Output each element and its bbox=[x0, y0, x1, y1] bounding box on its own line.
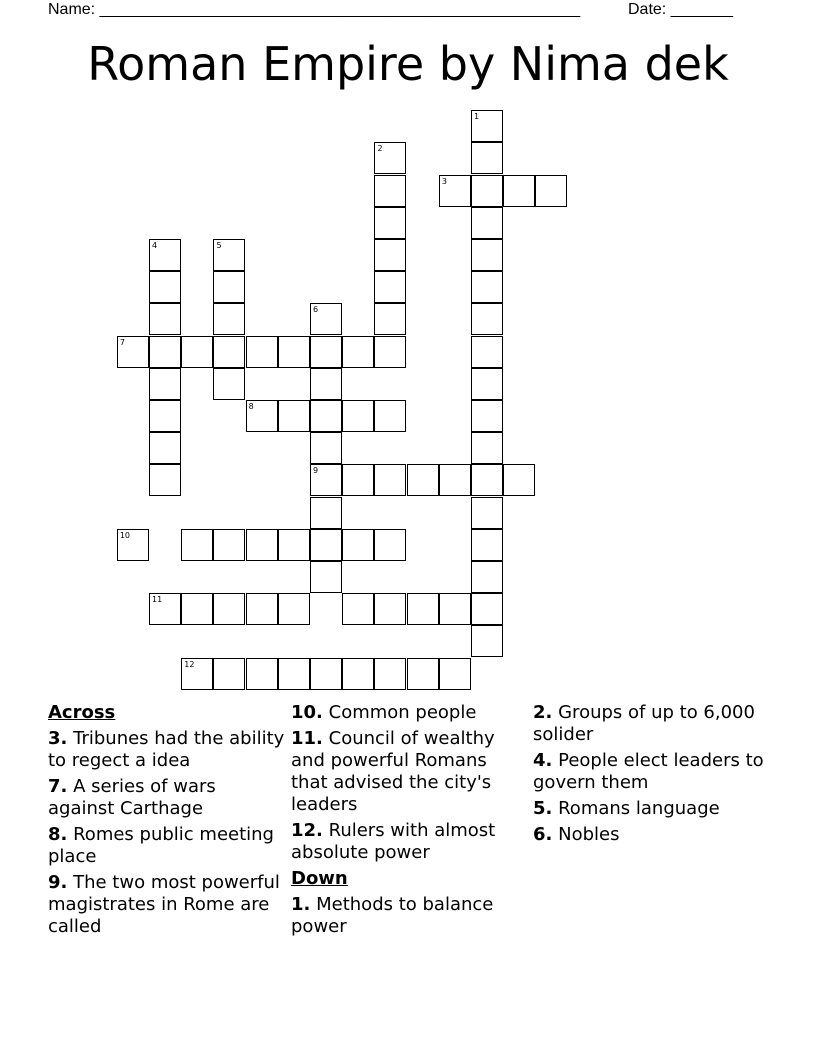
grid-cell[interactable] bbox=[310, 497, 342, 529]
clue-number: 5. bbox=[533, 798, 553, 819]
cell-number: 6 bbox=[313, 305, 319, 315]
down-clue-4 bbox=[533, 750, 773, 794]
grid-cell[interactable] bbox=[471, 303, 503, 335]
grid-cell[interactable] bbox=[471, 142, 503, 174]
grid-cell[interactable] bbox=[471, 432, 503, 464]
grid-cell[interactable] bbox=[342, 593, 374, 625]
grid-cell[interactable] bbox=[471, 593, 503, 625]
grid-cell[interactable] bbox=[246, 593, 278, 625]
grid-cell[interactable] bbox=[407, 593, 439, 625]
across-clue-11 bbox=[291, 728, 529, 816]
grid-cell[interactable] bbox=[246, 658, 278, 690]
across-clue-3 bbox=[48, 728, 286, 772]
grid-cell[interactable] bbox=[246, 529, 278, 561]
grid-cell[interactable] bbox=[310, 303, 342, 335]
clues-column-3 bbox=[533, 702, 773, 850]
across-clue-7 bbox=[48, 776, 286, 820]
grid-cell[interactable] bbox=[310, 658, 342, 690]
down-clue-1 bbox=[291, 894, 529, 938]
grid-cell[interactable] bbox=[374, 142, 406, 174]
grid-cell[interactable] bbox=[439, 175, 471, 207]
clue-text: Council of wealthy and powerful Romans that advised the city's leaders bbox=[291, 728, 495, 815]
down-clue-5 bbox=[533, 798, 773, 820]
clue-number: 3. bbox=[48, 728, 68, 749]
clue-number: 1. bbox=[291, 894, 311, 915]
grid-cell[interactable] bbox=[310, 464, 342, 496]
clue-text: Tribunes had the ability to regect a idea bbox=[48, 728, 285, 771]
clue-text: Nobles bbox=[558, 824, 620, 845]
grid-cell[interactable] bbox=[471, 271, 503, 303]
grid-cell[interactable] bbox=[374, 239, 406, 271]
grid-cell[interactable] bbox=[213, 336, 245, 368]
grid-cell[interactable] bbox=[213, 368, 245, 400]
across-clue-12 bbox=[291, 820, 529, 864]
clue-text: Common people bbox=[328, 702, 477, 723]
grid-cell[interactable] bbox=[278, 529, 310, 561]
cell-number: 8 bbox=[248, 402, 254, 412]
grid-cell[interactable] bbox=[439, 464, 471, 496]
grid-cell[interactable] bbox=[181, 658, 213, 690]
down-clue-2 bbox=[533, 702, 773, 746]
grid-cell[interactable] bbox=[149, 271, 181, 303]
grid-cell[interactable] bbox=[246, 336, 278, 368]
grid-cell[interactable] bbox=[213, 529, 245, 561]
grid-cell[interactable] bbox=[374, 464, 406, 496]
cell-number: 11 bbox=[152, 595, 163, 605]
grid-cell[interactable] bbox=[278, 593, 310, 625]
grid-cell[interactable] bbox=[310, 368, 342, 400]
cell-number: 5 bbox=[216, 241, 222, 251]
clue-number: 8. bbox=[48, 824, 68, 845]
grid-cell[interactable] bbox=[181, 336, 213, 368]
grid-cell[interactable] bbox=[471, 207, 503, 239]
clue-number: 12. bbox=[291, 820, 323, 841]
clue-number: 10. bbox=[291, 702, 323, 723]
clue-text: A series of wars against Carthage bbox=[48, 776, 216, 819]
cell-number: 2 bbox=[377, 144, 383, 154]
grid-cell[interactable] bbox=[278, 336, 310, 368]
clue-number: 11. bbox=[291, 728, 323, 749]
grid-cell[interactable] bbox=[181, 529, 213, 561]
clue-number: 6. bbox=[533, 824, 553, 845]
grid-cell[interactable] bbox=[471, 368, 503, 400]
grid-cell[interactable] bbox=[374, 529, 406, 561]
across-clue-9 bbox=[48, 872, 286, 938]
grid-cell[interactable] bbox=[149, 368, 181, 400]
grid-cell[interactable] bbox=[310, 400, 342, 432]
grid-cell[interactable] bbox=[278, 658, 310, 690]
grid-cell[interactable] bbox=[471, 400, 503, 432]
grid-cell[interactable] bbox=[342, 336, 374, 368]
grid-cell[interactable] bbox=[310, 561, 342, 593]
grid-cell[interactable] bbox=[471, 625, 503, 657]
grid-cell[interactable] bbox=[374, 303, 406, 335]
clue-text: People elect leaders to govern them bbox=[533, 750, 764, 793]
clue-number: 7. bbox=[48, 776, 68, 797]
grid-cell[interactable] bbox=[213, 271, 245, 303]
grid-cell[interactable] bbox=[439, 593, 471, 625]
grid-cell[interactable] bbox=[149, 464, 181, 496]
grid-cell[interactable] bbox=[149, 432, 181, 464]
grid-cell[interactable] bbox=[278, 400, 310, 432]
down-clue-6 bbox=[533, 824, 773, 846]
grid-cell[interactable] bbox=[471, 529, 503, 561]
name-field-label[interactable]: Name: ______________________________________________________ bbox=[48, 1, 581, 18]
clue-text: Romans language bbox=[558, 798, 720, 819]
clue-text: Romes public meeting place bbox=[48, 824, 274, 867]
cell-number: 3 bbox=[441, 176, 447, 186]
across-heading: Across bbox=[48, 702, 116, 723]
clue-text: Rulers with almost absolute power bbox=[291, 820, 496, 863]
across-clue-8 bbox=[48, 824, 286, 868]
clue-text: The two most powerful magistrates in Rome are called bbox=[48, 872, 280, 937]
grid-cell[interactable] bbox=[471, 561, 503, 593]
grid-cell[interactable] bbox=[342, 464, 374, 496]
grid-cell[interactable] bbox=[342, 400, 374, 432]
clue-number: 9. bbox=[48, 872, 68, 893]
grid-cell[interactable] bbox=[471, 239, 503, 271]
cell-number: 10 bbox=[119, 530, 131, 540]
grid-cell[interactable] bbox=[213, 658, 245, 690]
across-clue-10 bbox=[291, 702, 529, 724]
grid-cell[interactable] bbox=[213, 239, 245, 271]
clues-column-2 bbox=[291, 702, 529, 942]
grid-cell[interactable] bbox=[374, 400, 406, 432]
grid-cell[interactable] bbox=[374, 336, 406, 368]
grid-cell[interactable] bbox=[117, 336, 149, 368]
grid-cell[interactable] bbox=[213, 593, 245, 625]
date-field-label[interactable]: Date: _______ bbox=[628, 1, 733, 18]
down-heading: Down bbox=[291, 868, 348, 889]
grid-cell[interactable] bbox=[310, 432, 342, 464]
grid-cell[interactable] bbox=[149, 303, 181, 335]
grid-cell[interactable] bbox=[374, 593, 406, 625]
cell-number: 1 bbox=[474, 112, 480, 122]
grid-cell[interactable] bbox=[149, 593, 181, 625]
grid-cell[interactable] bbox=[407, 464, 439, 496]
grid-cell[interactable] bbox=[471, 464, 503, 496]
cell-number: 4 bbox=[152, 241, 158, 251]
clue-number: 4. bbox=[533, 750, 553, 771]
grid-cell[interactable] bbox=[407, 658, 439, 690]
grid-cell[interactable] bbox=[535, 175, 567, 207]
grid-cell[interactable] bbox=[374, 175, 406, 207]
clues-column-1 bbox=[48, 702, 286, 942]
grid-cell[interactable] bbox=[374, 658, 406, 690]
page-title: Roman Empire by Nima dek bbox=[87, 37, 729, 91]
grid-cell[interactable] bbox=[503, 464, 535, 496]
clue-text: Groups of up to 6,000 solider bbox=[533, 702, 755, 745]
cell-number: 12 bbox=[184, 659, 195, 669]
grid-cell[interactable] bbox=[471, 336, 503, 368]
cell-number: 9 bbox=[313, 466, 319, 476]
grid-cell[interactable] bbox=[310, 336, 342, 368]
grid-cell[interactable] bbox=[149, 400, 181, 432]
grid-cell[interactable] bbox=[374, 207, 406, 239]
grid-cell[interactable] bbox=[181, 593, 213, 625]
grid-cell[interactable] bbox=[246, 400, 278, 432]
grid-cell[interactable] bbox=[149, 239, 181, 271]
grid-cell[interactable] bbox=[374, 271, 406, 303]
grid-cell[interactable] bbox=[310, 529, 342, 561]
grid-cell[interactable] bbox=[213, 303, 245, 335]
grid-cell[interactable] bbox=[503, 175, 535, 207]
grid-cell[interactable] bbox=[342, 529, 374, 561]
grid-cell[interactable] bbox=[117, 529, 149, 561]
clue-text: Methods to balance power bbox=[291, 894, 494, 937]
grid-cell[interactable] bbox=[471, 497, 503, 529]
grid-cell[interactable] bbox=[471, 110, 503, 142]
grid-cell[interactable] bbox=[149, 336, 181, 368]
cell-number: 7 bbox=[119, 337, 125, 347]
grid-cell[interactable] bbox=[342, 658, 374, 690]
grid-cell[interactable] bbox=[471, 175, 503, 207]
grid-cell[interactable] bbox=[439, 658, 471, 690]
clue-number: 2. bbox=[533, 702, 553, 723]
